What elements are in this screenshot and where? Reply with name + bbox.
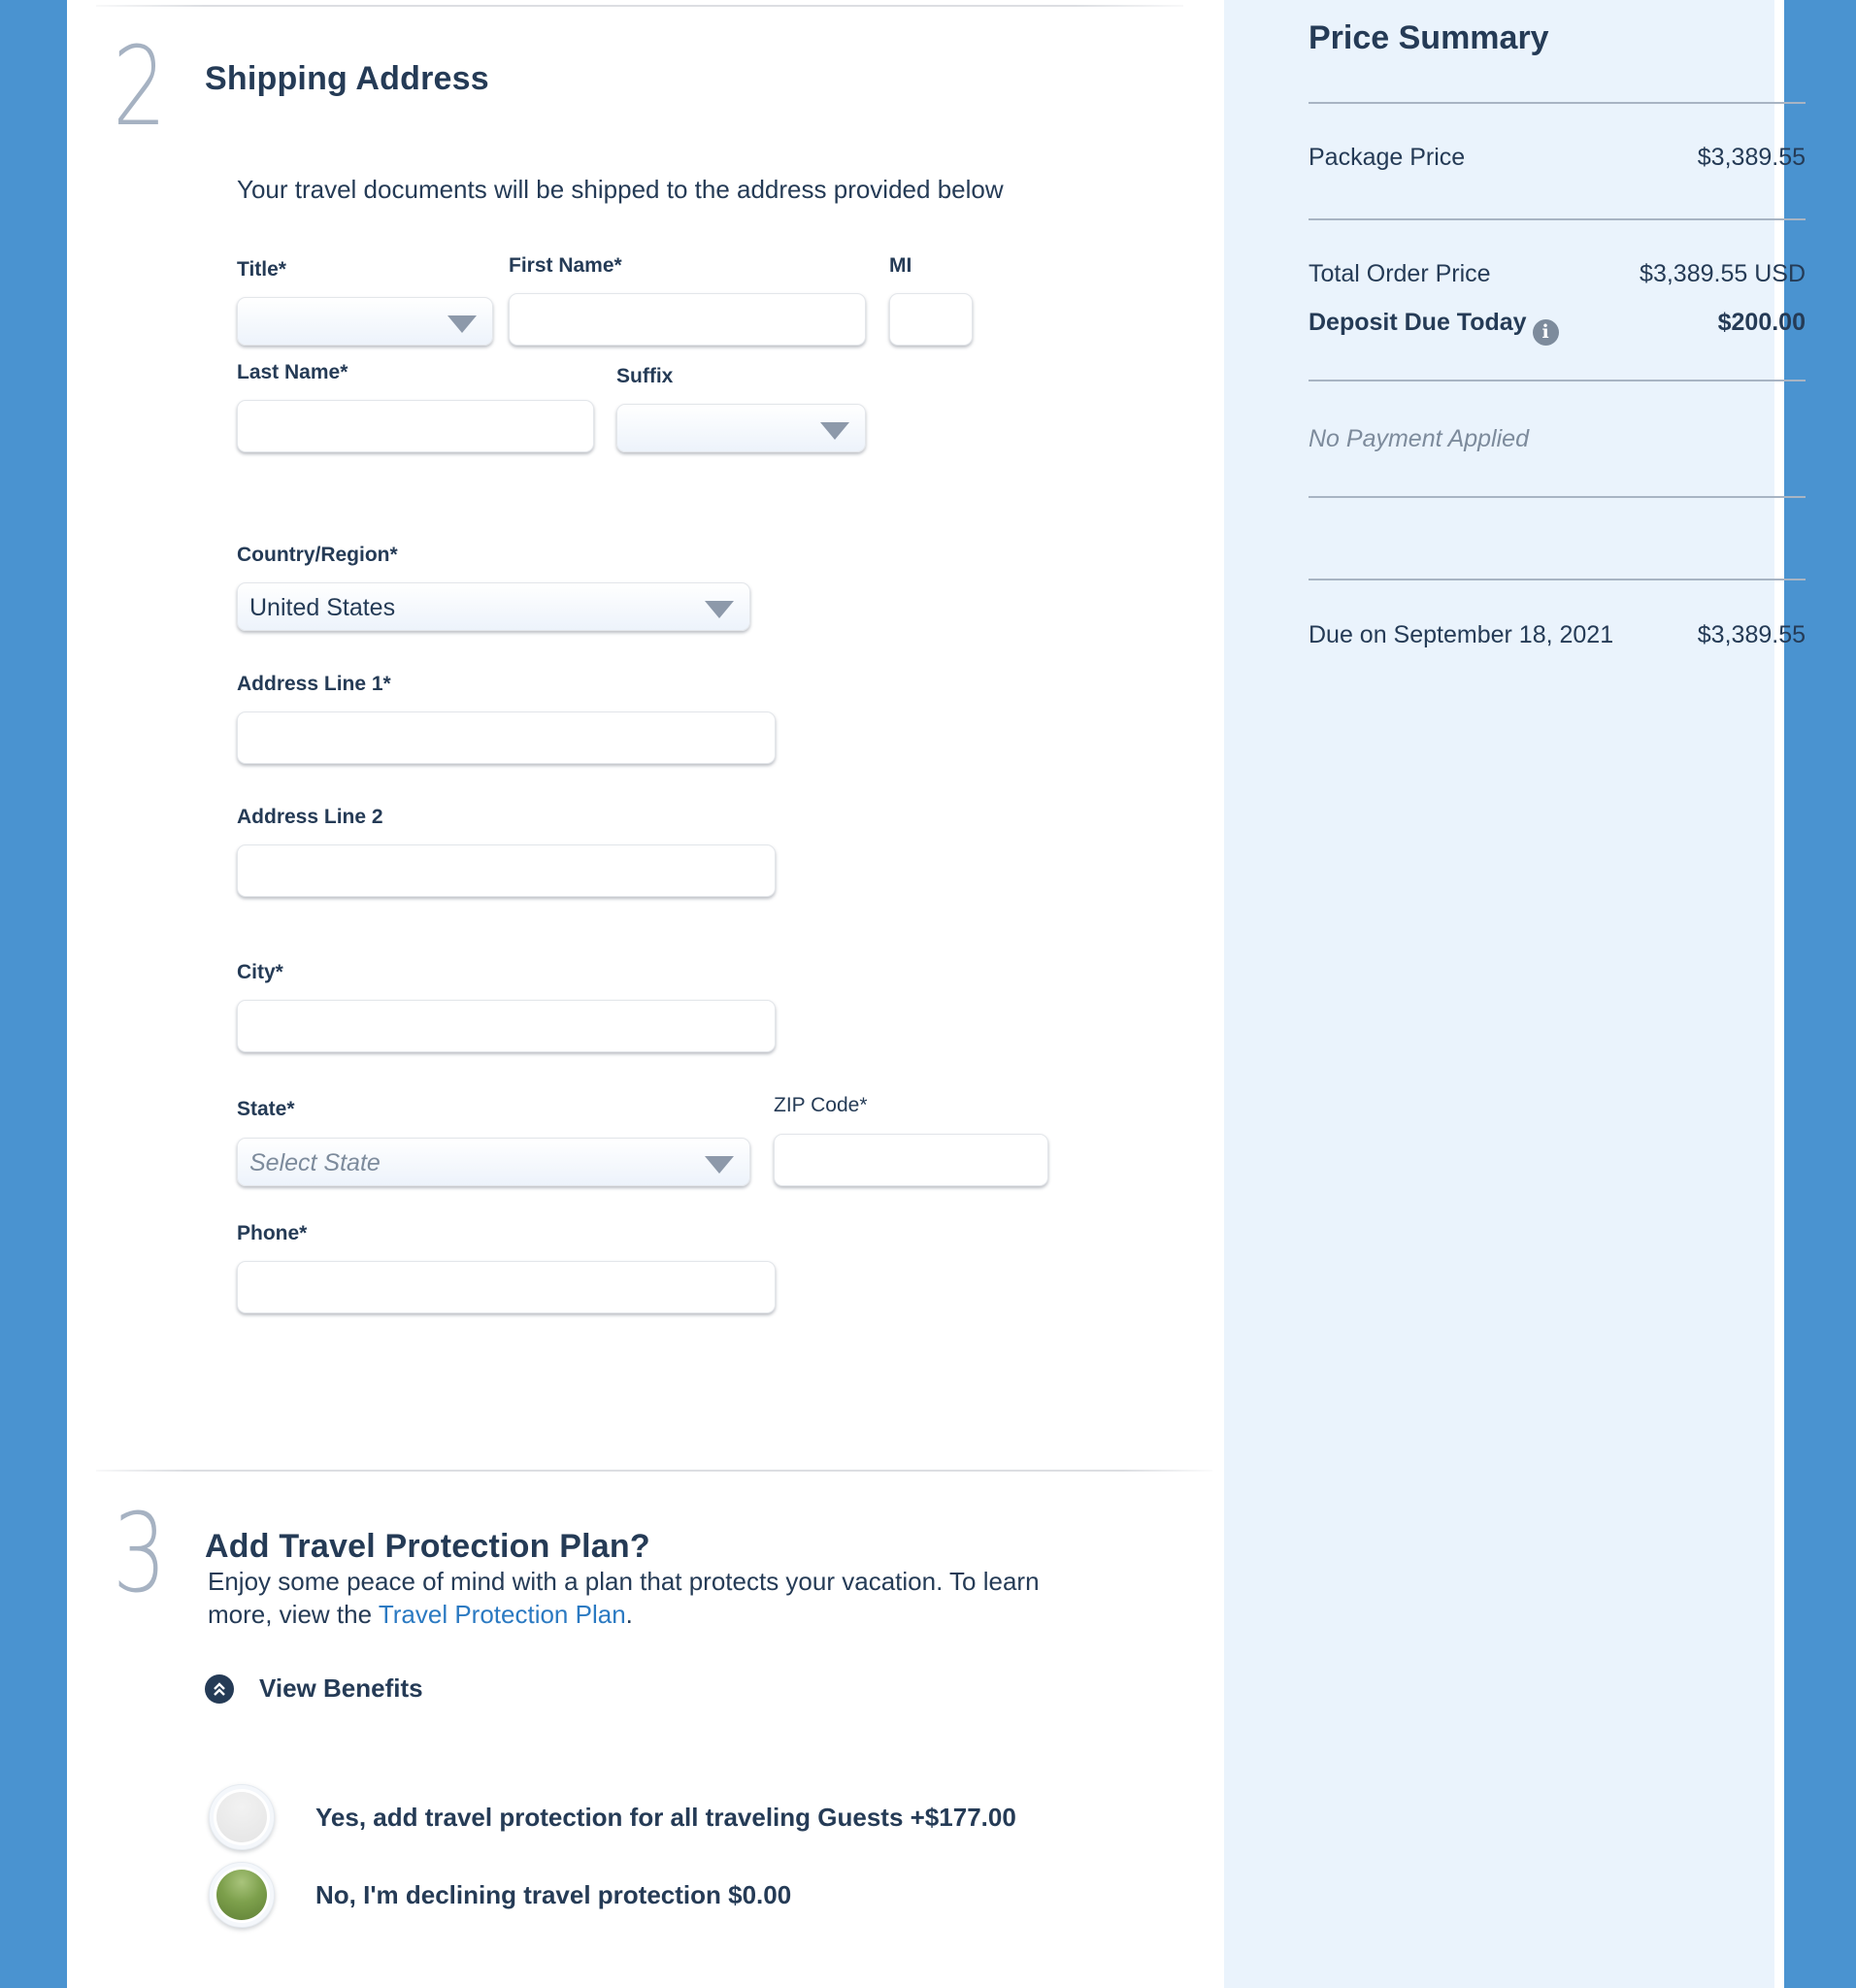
state-select[interactable] [237,1138,750,1186]
price-summary-title: Price Summary [1309,19,1549,56]
view-benefits-toggle[interactable] [205,1673,423,1704]
section-divider [96,1470,1212,1472]
deposit-due-row [1309,309,1806,346]
city-label: City* [237,961,283,983]
info-icon[interactable]: i [1533,319,1559,346]
state-select-placeholder: Select State [249,1149,381,1176]
package-price-value: $3,389.55 [1697,144,1806,171]
shipping-intro-text: Your travel documents will be shipped to the address provided below [237,175,1004,204]
balance-due-row [1309,621,1806,649]
package-price-row [1309,144,1806,172]
chevron-down-icon [820,422,849,440]
phone-label: Phone* [237,1222,308,1244]
title-select[interactable] [237,297,493,346]
last-name-input[interactable] [237,400,594,452]
travel-protection-plan-link[interactable]: Travel Protection Plan [378,1600,626,1629]
summary-divider [1309,496,1806,498]
first-name-input[interactable] [509,293,866,346]
total-order-price-value: $3,389.55 USD [1640,260,1806,287]
total-order-price-label: Total Order Price [1309,260,1491,287]
chevron-down-icon [705,1156,734,1174]
address-line-2-input[interactable] [237,845,776,897]
middle-initial-input[interactable] [889,293,973,346]
protection-description-period: . [625,1600,633,1629]
country-select-value: United States [249,594,396,621]
address-line-1-input[interactable] [237,712,776,764]
state-label: State* [237,1098,295,1120]
radio-button-unchecked[interactable] [209,1784,275,1850]
country-label: Country/Region* [237,544,398,566]
zip-code-input[interactable] [774,1134,1048,1186]
protection-description-text: Enjoy some peace of mind with a plan that protects your vacation. To learn more, view the [208,1567,1040,1629]
section-title-protection: Add Travel Protection Plan? [205,1528,650,1565]
suffix-label: Suffix [616,365,674,387]
deposit-due-label-group [1309,309,1559,346]
last-name-label: Last Name* [237,361,348,383]
deposit-due-label: Deposit Due Today [1309,309,1527,336]
phone-input[interactable] [237,1261,776,1313]
zip-label: ZIP Code* [774,1094,868,1116]
summary-divider [1309,218,1806,220]
protection-description [208,1565,1081,1631]
step-number-3: 3 [113,1491,167,1617]
protection-option-no-label: No, I'm declining travel protection $0.00 [315,1879,792,1909]
country-select[interactable] [237,582,750,631]
protection-option-yes[interactable] [209,1784,1016,1850]
city-input[interactable] [237,1000,776,1052]
title-label: Title* [237,258,286,281]
balance-due-label: Due on September 18, 2021 [1309,621,1614,648]
first-name-label: First Name* [509,254,622,277]
chevron-down-icon [447,315,477,333]
chevron-down-icon [705,601,734,618]
checkout-page [67,0,1806,1988]
section-title-shipping: Shipping Address [205,60,489,97]
protection-option-yes-label: Yes, add travel protection for all traveling Guests +$177.00 [315,1802,1016,1832]
suffix-select[interactable] [616,404,866,452]
address-line-1-label: Address Line 1* [237,673,391,695]
summary-divider [1309,102,1806,104]
total-order-price-row [1309,260,1806,288]
view-benefits-label: View Benefits [259,1673,423,1703]
address-line-2-label: Address Line 2 [237,806,383,828]
payment-status-text: No Payment Applied [1309,425,1529,452]
balance-due-value: $3,389.55 [1697,621,1806,648]
radio-button-checked[interactable] [209,1862,275,1928]
step-number-2: 2 [113,24,167,150]
price-summary-panel [1224,0,1806,1988]
summary-divider [1309,579,1806,580]
package-price-label: Package Price [1309,144,1466,171]
mi-label: MI [889,254,912,277]
double-chevron-up-icon [205,1674,234,1704]
summary-divider [1309,380,1806,381]
checkout-form [67,0,1223,1988]
section-divider [96,5,1183,7]
protection-option-no[interactable] [209,1862,791,1928]
deposit-due-value: $200.00 [1717,309,1806,336]
